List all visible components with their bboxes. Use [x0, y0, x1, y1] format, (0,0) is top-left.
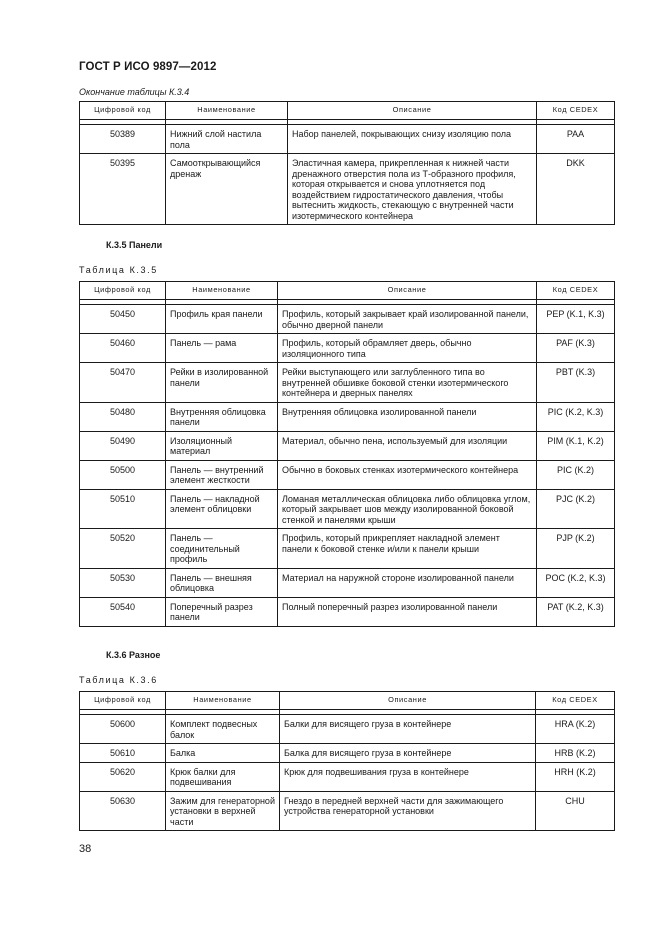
- cell-name: Панель — внешняя облицовка: [166, 568, 278, 597]
- table-header-row: [80, 692, 615, 710]
- cell-description: Рейки выступающего или заглубленного типа во внутренней обшивке боковой стенки изотермического контейнера и дверных панелях: [278, 363, 537, 403]
- column-header-cedex: Код CEDEX: [537, 102, 615, 120]
- table-row: [80, 402, 615, 431]
- table-row: [80, 125, 615, 154]
- page-number: 38: [79, 843, 92, 855]
- cell-description: Гнездо в передней верхней части для зажимающего устройства генераторной установки: [280, 791, 536, 831]
- column-header-description: Описание: [280, 692, 536, 710]
- cell-code: 50630: [80, 791, 166, 831]
- cell-name: Балка: [166, 744, 280, 763]
- cell-description: Набор панелей, покрывающих снизу изоляцию пола: [288, 125, 537, 154]
- cell-name: Рейки в изолированной панели: [166, 363, 278, 403]
- column-header-cedex: Код CEDEX: [537, 282, 615, 300]
- section-title-k36: К.3.6 Разное: [106, 650, 161, 660]
- cell-cedex: PJP (K.2): [537, 529, 615, 569]
- cell-cedex: PBT (K.3): [537, 363, 615, 403]
- cell-code: 50540: [80, 597, 166, 626]
- table-row: [80, 460, 615, 489]
- cell-cedex: PAT (K.2, K.3): [537, 597, 615, 626]
- cell-description: Профиль, который закрывает край изолированной панели, обычно дверной панели: [278, 305, 537, 334]
- cell-cedex: PJC (K.2): [537, 489, 615, 529]
- column-header-description: Описание: [278, 282, 537, 300]
- table-row: [80, 334, 615, 363]
- cell-name: Нижний слой настила пола: [166, 125, 288, 154]
- cell-code: 50510: [80, 489, 166, 529]
- cell-code: 50600: [80, 715, 166, 744]
- cell-description: Ломаная металлическая облицовка либо облицовка углом, который закрывает шов между изолированной боковой стенкой и панелями крыши: [278, 489, 537, 529]
- cell-name: Изоляционный материал: [166, 431, 278, 460]
- cell-name: Панель — соединительный профиль: [166, 529, 278, 569]
- cell-name: Зажим для генераторной установки в верхней части: [166, 791, 280, 831]
- cell-cedex: PEP (K.1, K.3): [537, 305, 615, 334]
- table-row: [80, 762, 615, 791]
- cell-cedex: HRB (K.2): [536, 744, 615, 763]
- cell-description: Эластичная камера, прикрепленная к нижней части дренажного отверстия пола из Т-образного профиля, которая открывается и снова уплотняется под воздействием гидростатического давления, чтобы вытеснить жидкость, стекающую с внутренней части изотермического контейнера: [288, 154, 537, 225]
- section-title-k35: К.3.5 Панели: [106, 240, 163, 250]
- cell-code: 50520: [80, 529, 166, 569]
- cell-description: Обычно в боковых стенках изотермического контейнера: [278, 460, 537, 489]
- cell-cedex: PIM (K.1, K.2): [537, 431, 615, 460]
- table-row: [80, 715, 615, 744]
- cell-code: 50490: [80, 431, 166, 460]
- cell-description: Профиль, который обрамляет дверь, обычно изоляционного типа: [278, 334, 537, 363]
- column-header-code: Цифровой код: [80, 282, 166, 300]
- column-header-code: Цифровой код: [80, 692, 166, 710]
- cell-name: Панель — накладной элемент облицовки: [166, 489, 278, 529]
- document-header: ГОСТ Р ИСО 9897—2012: [79, 61, 217, 73]
- cell-code: 50620: [80, 762, 166, 791]
- table-row: [80, 154, 615, 225]
- table-k35: [79, 281, 615, 627]
- cell-cedex: HRH (K.2): [536, 762, 615, 791]
- column-header-name: Наименование: [166, 692, 280, 710]
- table-caption-k34: Окончание таблицы К.3.4: [79, 87, 190, 97]
- cell-cedex: PAF (K.3): [537, 334, 615, 363]
- cell-description: Полный поперечный разрез изолированной панели: [278, 597, 537, 626]
- cell-cedex: PAA: [537, 125, 615, 154]
- cell-cedex: PIC (K.2, K.3): [537, 402, 615, 431]
- table-row: [80, 431, 615, 460]
- table-row: [80, 363, 615, 403]
- column-header-name: Наименование: [166, 282, 278, 300]
- table-k36: [79, 691, 615, 831]
- cell-code: 50395: [80, 154, 166, 225]
- cell-name: Самооткрывающийся дренаж: [166, 154, 288, 225]
- cell-name: Панель — рама: [166, 334, 278, 363]
- cell-cedex: CHU: [536, 791, 615, 831]
- table-header-row: [80, 282, 615, 300]
- cell-description: Материал на наружной стороне изолированной панели: [278, 568, 537, 597]
- column-header-cedex: Код CEDEX: [536, 692, 615, 710]
- table-row: [80, 744, 615, 763]
- cell-name: Панель — внутренний элемент жесткости: [166, 460, 278, 489]
- cell-code: 50500: [80, 460, 166, 489]
- cell-cedex: DKK: [537, 154, 615, 225]
- cell-cedex: POC (K.2, K.3): [537, 568, 615, 597]
- cell-code: 50450: [80, 305, 166, 334]
- cell-code: 50460: [80, 334, 166, 363]
- cell-description: Материал, обычно пена, используемый для изоляции: [278, 431, 537, 460]
- table-row: [80, 305, 615, 334]
- column-header-description: Описание: [288, 102, 537, 120]
- table-row: [80, 791, 615, 831]
- cell-code: 50389: [80, 125, 166, 154]
- cell-cedex: PIC (K.2): [537, 460, 615, 489]
- cell-name: Поперечный разрез панели: [166, 597, 278, 626]
- table-k34: [79, 101, 615, 225]
- table-caption-k35: Таблица К.3.5: [79, 265, 158, 275]
- cell-code: 50480: [80, 402, 166, 431]
- cell-name: Крюк балки для подвешивания: [166, 762, 280, 791]
- cell-description: Балки для висящего груза в контейнере: [280, 715, 536, 744]
- column-header-code: Цифровой код: [80, 102, 166, 120]
- cell-cedex: HRA (K.2): [536, 715, 615, 744]
- table-caption-k36: Таблица К.3.6: [79, 675, 158, 685]
- table-row: [80, 529, 615, 569]
- column-header-name: Наименование: [166, 102, 288, 120]
- table-row: [80, 597, 615, 626]
- cell-description: Крюк для подвешивания груза в контейнере: [280, 762, 536, 791]
- cell-description: Внутренняя облицовка изолированной панели: [278, 402, 537, 431]
- cell-code: 50610: [80, 744, 166, 763]
- table-row: [80, 489, 615, 529]
- cell-code: 50470: [80, 363, 166, 403]
- cell-description: Профиль, который прикрепляет накладной элемент панели к боковой стенке и/или к панели крыши: [278, 529, 537, 569]
- cell-name: Внутренняя облицовка панели: [166, 402, 278, 431]
- table-row: [80, 568, 615, 597]
- cell-name: Профиль края панели: [166, 305, 278, 334]
- cell-description: Балка для висящего груза в контейнере: [280, 744, 536, 763]
- cell-name: Комплект подвесных балок: [166, 715, 280, 744]
- table-header-row: [80, 102, 615, 120]
- cell-code: 50530: [80, 568, 166, 597]
